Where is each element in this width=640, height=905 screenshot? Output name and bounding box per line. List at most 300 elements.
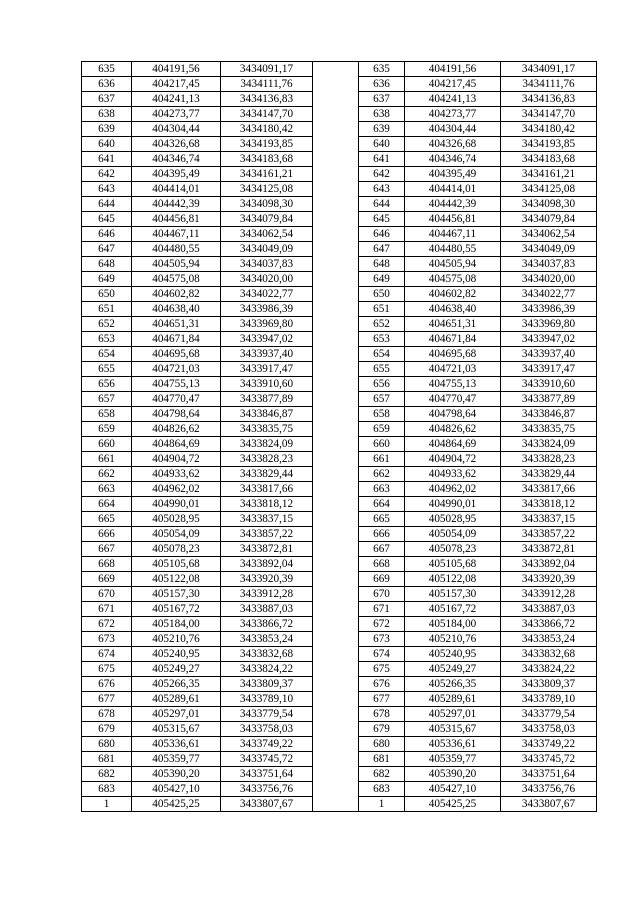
table-row — [82, 782, 597, 797]
right-y-coordinate-cell: 3433853,24 — [501, 632, 597, 647]
right-point-number-cell: 659 — [359, 422, 405, 437]
right-x-coordinate-cell: 404962,02 — [405, 482, 501, 497]
right-x-coordinate-cell: 404467,11 — [405, 227, 501, 242]
right-point-number-cell: 641 — [359, 152, 405, 167]
right-point-number-cell: 680 — [359, 737, 405, 752]
column-gap — [313, 422, 359, 437]
right-point-number-cell: 661 — [359, 452, 405, 467]
column-gap — [313, 122, 359, 137]
right-y-coordinate-cell: 3433892,04 — [501, 557, 597, 572]
table-row — [82, 557, 597, 572]
left-x-coordinate-cell: 404456,81 — [132, 212, 221, 227]
right-x-coordinate-cell: 405105,68 — [405, 557, 501, 572]
left-y-coordinate-cell: 3433829,44 — [221, 467, 313, 482]
right-y-coordinate-cell: 3434125,08 — [501, 182, 597, 197]
table-row — [82, 197, 597, 212]
right-point-number-cell: 646 — [359, 227, 405, 242]
right-x-coordinate-cell: 404638,40 — [405, 302, 501, 317]
left-y-coordinate-cell: 3433818,12 — [221, 497, 313, 512]
right-y-coordinate-cell: 3433837,15 — [501, 512, 597, 527]
right-y-coordinate-cell: 3434022,77 — [501, 287, 597, 302]
column-gap — [313, 272, 359, 287]
left-y-coordinate-cell: 3433887,03 — [221, 602, 313, 617]
column-gap — [313, 407, 359, 422]
left-x-coordinate-cell: 404326,68 — [132, 137, 221, 152]
column-gap — [313, 167, 359, 182]
left-x-coordinate-cell: 404241,13 — [132, 92, 221, 107]
table-row — [82, 422, 597, 437]
table-row — [82, 107, 597, 122]
right-y-coordinate-cell: 3433877,89 — [501, 392, 597, 407]
table-row — [82, 62, 597, 77]
right-point-number-cell: 643 — [359, 182, 405, 197]
left-x-coordinate-cell: 405184,00 — [132, 617, 221, 632]
left-x-coordinate-cell: 404191,56 — [132, 62, 221, 77]
table-row — [82, 242, 597, 257]
right-x-coordinate-cell: 404217,45 — [405, 77, 501, 92]
right-x-coordinate-cell: 404191,56 — [405, 62, 501, 77]
left-point-number-cell: 664 — [82, 497, 132, 512]
right-point-number-cell: 665 — [359, 512, 405, 527]
right-point-number-cell: 679 — [359, 722, 405, 737]
right-y-coordinate-cell: 3434147,70 — [501, 107, 597, 122]
table-row — [82, 767, 597, 782]
left-point-number-cell: 668 — [82, 557, 132, 572]
right-x-coordinate-cell: 404273,77 — [405, 107, 501, 122]
left-x-coordinate-cell: 404651,31 — [132, 317, 221, 332]
right-y-coordinate-cell: 3433910,60 — [501, 377, 597, 392]
right-point-number-cell: 663 — [359, 482, 405, 497]
left-point-number-cell: 642 — [82, 167, 132, 182]
left-x-coordinate-cell: 404962,02 — [132, 482, 221, 497]
table-row — [82, 632, 597, 647]
right-y-coordinate-cell: 3433779,54 — [501, 707, 597, 722]
right-point-number-cell: 675 — [359, 662, 405, 677]
right-y-coordinate-cell: 3433917,47 — [501, 362, 597, 377]
right-y-coordinate-cell: 3434183,68 — [501, 152, 597, 167]
left-y-coordinate-cell: 3433809,37 — [221, 677, 313, 692]
right-y-coordinate-cell: 3433751,64 — [501, 767, 597, 782]
column-gap — [313, 92, 359, 107]
column-gap — [313, 152, 359, 167]
right-y-coordinate-cell: 3434111,76 — [501, 77, 597, 92]
column-gap — [313, 632, 359, 647]
right-y-coordinate-cell: 3434193,85 — [501, 137, 597, 152]
left-point-number-cell: 1 — [82, 797, 132, 812]
right-y-coordinate-cell: 3433824,22 — [501, 662, 597, 677]
right-point-number-cell: 667 — [359, 542, 405, 557]
right-point-number-cell: 666 — [359, 527, 405, 542]
left-x-coordinate-cell: 404770,47 — [132, 392, 221, 407]
left-y-coordinate-cell: 3433789,10 — [221, 692, 313, 707]
left-point-number-cell: 662 — [82, 467, 132, 482]
right-x-coordinate-cell: 405028,95 — [405, 512, 501, 527]
right-x-coordinate-cell: 404575,08 — [405, 272, 501, 287]
left-x-coordinate-cell: 404638,40 — [132, 302, 221, 317]
left-x-coordinate-cell: 404304,44 — [132, 122, 221, 137]
right-point-number-cell: 654 — [359, 347, 405, 362]
left-y-coordinate-cell: 3433837,15 — [221, 512, 313, 527]
right-point-number-cell: 640 — [359, 137, 405, 152]
right-y-coordinate-cell: 3433857,22 — [501, 527, 597, 542]
left-point-number-cell: 657 — [82, 392, 132, 407]
column-gap — [313, 647, 359, 662]
column-gap — [313, 197, 359, 212]
right-point-number-cell: 651 — [359, 302, 405, 317]
table-row — [82, 92, 597, 107]
right-point-number-cell: 647 — [359, 242, 405, 257]
right-x-coordinate-cell: 405297,01 — [405, 707, 501, 722]
left-x-coordinate-cell: 405122,08 — [132, 572, 221, 587]
right-x-coordinate-cell: 405210,76 — [405, 632, 501, 647]
right-x-coordinate-cell: 405315,67 — [405, 722, 501, 737]
table-row — [82, 707, 597, 722]
right-x-coordinate-cell: 404414,01 — [405, 182, 501, 197]
right-y-coordinate-cell: 3434091,17 — [501, 62, 597, 77]
right-x-coordinate-cell: 404651,31 — [405, 317, 501, 332]
column-gap — [313, 392, 359, 407]
left-y-coordinate-cell: 3434125,08 — [221, 182, 313, 197]
left-x-coordinate-cell: 404602,82 — [132, 287, 221, 302]
right-y-coordinate-cell: 3433749,22 — [501, 737, 597, 752]
table-row — [82, 407, 597, 422]
column-gap — [313, 602, 359, 617]
left-y-coordinate-cell: 3433912,28 — [221, 587, 313, 602]
table-row — [82, 572, 597, 587]
column-gap — [313, 452, 359, 467]
left-y-coordinate-cell: 3434079,84 — [221, 212, 313, 227]
left-y-coordinate-cell: 3433807,67 — [221, 797, 313, 812]
right-y-coordinate-cell: 3433832,68 — [501, 647, 597, 662]
right-point-number-cell: 649 — [359, 272, 405, 287]
column-gap — [313, 332, 359, 347]
left-x-coordinate-cell: 405028,95 — [132, 512, 221, 527]
right-point-number-cell: 672 — [359, 617, 405, 632]
left-point-number-cell: 651 — [82, 302, 132, 317]
right-y-coordinate-cell: 3433828,23 — [501, 452, 597, 467]
table-row — [82, 392, 597, 407]
table-row — [82, 152, 597, 167]
column-gap — [313, 107, 359, 122]
left-x-coordinate-cell: 404273,77 — [132, 107, 221, 122]
left-x-coordinate-cell: 404346,74 — [132, 152, 221, 167]
left-y-coordinate-cell: 3434037,83 — [221, 257, 313, 272]
left-y-coordinate-cell: 3433853,24 — [221, 632, 313, 647]
column-gap — [313, 362, 359, 377]
left-y-coordinate-cell: 3434161,21 — [221, 167, 313, 182]
left-point-number-cell: 640 — [82, 137, 132, 152]
left-point-number-cell: 660 — [82, 437, 132, 452]
right-x-coordinate-cell: 404904,72 — [405, 452, 501, 467]
left-x-coordinate-cell: 404442,39 — [132, 197, 221, 212]
left-x-coordinate-cell: 405105,68 — [132, 557, 221, 572]
left-point-number-cell: 666 — [82, 527, 132, 542]
right-y-coordinate-cell: 3433887,03 — [501, 602, 597, 617]
left-y-coordinate-cell: 3433892,04 — [221, 557, 313, 572]
right-y-coordinate-cell: 3433829,44 — [501, 467, 597, 482]
left-x-coordinate-cell: 405054,09 — [132, 527, 221, 542]
left-point-number-cell: 683 — [82, 782, 132, 797]
left-y-coordinate-cell: 3433846,87 — [221, 407, 313, 422]
left-y-coordinate-cell: 3433756,76 — [221, 782, 313, 797]
left-y-coordinate-cell: 3433857,22 — [221, 527, 313, 542]
table-row — [82, 332, 597, 347]
left-y-coordinate-cell: 3433817,66 — [221, 482, 313, 497]
right-x-coordinate-cell: 404990,01 — [405, 497, 501, 512]
left-point-number-cell: 663 — [82, 482, 132, 497]
right-point-number-cell: 637 — [359, 92, 405, 107]
right-point-number-cell: 636 — [359, 77, 405, 92]
left-y-coordinate-cell: 3434091,17 — [221, 62, 313, 77]
left-point-number-cell: 677 — [82, 692, 132, 707]
left-x-coordinate-cell: 404414,01 — [132, 182, 221, 197]
table-row — [82, 662, 597, 677]
right-point-number-cell: 635 — [359, 62, 405, 77]
left-x-coordinate-cell: 404395,49 — [132, 167, 221, 182]
left-x-coordinate-cell: 404798,64 — [132, 407, 221, 422]
left-y-coordinate-cell: 3433866,72 — [221, 617, 313, 632]
left-point-number-cell: 680 — [82, 737, 132, 752]
column-gap — [313, 257, 359, 272]
right-point-number-cell: 674 — [359, 647, 405, 662]
column-gap — [313, 182, 359, 197]
right-x-coordinate-cell: 405184,00 — [405, 617, 501, 632]
right-y-coordinate-cell: 3434020,00 — [501, 272, 597, 287]
right-x-coordinate-cell: 405122,08 — [405, 572, 501, 587]
left-y-coordinate-cell: 3433751,64 — [221, 767, 313, 782]
left-y-coordinate-cell: 3434049,09 — [221, 242, 313, 257]
left-point-number-cell: 639 — [82, 122, 132, 137]
table-row — [82, 317, 597, 332]
column-gap — [313, 767, 359, 782]
column-gap — [313, 782, 359, 797]
right-y-coordinate-cell: 3433758,03 — [501, 722, 597, 737]
left-y-coordinate-cell: 3433917,47 — [221, 362, 313, 377]
left-x-coordinate-cell: 405210,76 — [132, 632, 221, 647]
left-point-number-cell: 647 — [82, 242, 132, 257]
column-gap — [313, 62, 359, 77]
left-point-number-cell: 645 — [82, 212, 132, 227]
right-x-coordinate-cell: 404721,03 — [405, 362, 501, 377]
right-x-coordinate-cell: 404456,81 — [405, 212, 501, 227]
left-point-number-cell: 673 — [82, 632, 132, 647]
left-y-coordinate-cell: 3433835,75 — [221, 422, 313, 437]
right-point-number-cell: 653 — [359, 332, 405, 347]
column-gap — [313, 212, 359, 227]
right-y-coordinate-cell: 3433818,12 — [501, 497, 597, 512]
right-y-coordinate-cell: 3434037,83 — [501, 257, 597, 272]
right-x-coordinate-cell: 405336,61 — [405, 737, 501, 752]
column-gap — [313, 302, 359, 317]
table-row — [82, 587, 597, 602]
right-y-coordinate-cell: 3433817,66 — [501, 482, 597, 497]
left-y-coordinate-cell: 3433832,68 — [221, 647, 313, 662]
left-x-coordinate-cell: 405297,01 — [132, 707, 221, 722]
table-row — [82, 752, 597, 767]
column-gap — [313, 662, 359, 677]
column-gap — [313, 377, 359, 392]
right-y-coordinate-cell: 3434180,42 — [501, 122, 597, 137]
column-gap — [313, 722, 359, 737]
table-row — [82, 542, 597, 557]
right-y-coordinate-cell: 3434062,54 — [501, 227, 597, 242]
left-point-number-cell: 638 — [82, 107, 132, 122]
table-row — [82, 347, 597, 362]
left-y-coordinate-cell: 3433749,22 — [221, 737, 313, 752]
right-point-number-cell: 650 — [359, 287, 405, 302]
left-x-coordinate-cell: 404505,94 — [132, 257, 221, 272]
column-gap — [313, 482, 359, 497]
left-point-number-cell: 678 — [82, 707, 132, 722]
right-point-number-cell: 655 — [359, 362, 405, 377]
left-x-coordinate-cell: 405315,67 — [132, 722, 221, 737]
table-row — [82, 692, 597, 707]
right-point-number-cell: 652 — [359, 317, 405, 332]
table-row — [82, 257, 597, 272]
right-point-number-cell: 683 — [359, 782, 405, 797]
column-gap — [313, 572, 359, 587]
table-row — [82, 617, 597, 632]
left-x-coordinate-cell: 405359,77 — [132, 752, 221, 767]
column-gap — [313, 557, 359, 572]
table-row — [82, 512, 597, 527]
right-point-number-cell: 642 — [359, 167, 405, 182]
right-point-number-cell: 656 — [359, 377, 405, 392]
column-gap — [313, 227, 359, 242]
coordinates-table-body — [82, 62, 597, 812]
right-x-coordinate-cell: 405249,27 — [405, 662, 501, 677]
column-gap — [313, 752, 359, 767]
left-y-coordinate-cell: 3433824,09 — [221, 437, 313, 452]
right-x-coordinate-cell: 404326,68 — [405, 137, 501, 152]
left-point-number-cell: 672 — [82, 617, 132, 632]
right-y-coordinate-cell: 3433756,76 — [501, 782, 597, 797]
table-row — [82, 227, 597, 242]
left-point-number-cell: 653 — [82, 332, 132, 347]
right-y-coordinate-cell: 3433912,28 — [501, 587, 597, 602]
left-point-number-cell: 643 — [82, 182, 132, 197]
left-x-coordinate-cell: 404467,11 — [132, 227, 221, 242]
table-row — [82, 497, 597, 512]
left-point-number-cell: 655 — [82, 362, 132, 377]
left-x-coordinate-cell: 404904,72 — [132, 452, 221, 467]
left-x-coordinate-cell: 404721,03 — [132, 362, 221, 377]
table-row — [82, 272, 597, 287]
right-point-number-cell: 657 — [359, 392, 405, 407]
left-point-number-cell: 676 — [82, 677, 132, 692]
right-x-coordinate-cell: 404480,55 — [405, 242, 501, 257]
column-gap — [313, 467, 359, 482]
right-point-number-cell: 638 — [359, 107, 405, 122]
column-gap — [313, 437, 359, 452]
left-y-coordinate-cell: 3433872,81 — [221, 542, 313, 557]
table-row — [82, 182, 597, 197]
left-x-coordinate-cell: 404864,69 — [132, 437, 221, 452]
table-row — [82, 737, 597, 752]
right-y-coordinate-cell: 3433872,81 — [501, 542, 597, 557]
right-x-coordinate-cell: 404442,39 — [405, 197, 501, 212]
right-x-coordinate-cell: 404864,69 — [405, 437, 501, 452]
left-point-number-cell: 656 — [82, 377, 132, 392]
table-row — [82, 437, 597, 452]
right-x-coordinate-cell: 404395,49 — [405, 167, 501, 182]
right-y-coordinate-cell: 3433920,39 — [501, 572, 597, 587]
right-point-number-cell: 668 — [359, 557, 405, 572]
right-x-coordinate-cell: 405425,25 — [405, 797, 501, 812]
left-y-coordinate-cell: 3433745,72 — [221, 752, 313, 767]
left-x-coordinate-cell: 405390,20 — [132, 767, 221, 782]
left-point-number-cell: 644 — [82, 197, 132, 212]
left-point-number-cell: 670 — [82, 587, 132, 602]
left-x-coordinate-cell: 404671,84 — [132, 332, 221, 347]
right-point-number-cell: 673 — [359, 632, 405, 647]
right-point-number-cell: 660 — [359, 437, 405, 452]
left-y-coordinate-cell: 3433920,39 — [221, 572, 313, 587]
table-row — [82, 482, 597, 497]
left-x-coordinate-cell: 405336,61 — [132, 737, 221, 752]
left-x-coordinate-cell: 405266,35 — [132, 677, 221, 692]
right-y-coordinate-cell: 3433824,09 — [501, 437, 597, 452]
right-x-coordinate-cell: 404798,64 — [405, 407, 501, 422]
left-x-coordinate-cell: 405425,25 — [132, 797, 221, 812]
right-point-number-cell: 644 — [359, 197, 405, 212]
column-gap — [313, 77, 359, 92]
column-gap — [313, 677, 359, 692]
left-point-number-cell: 675 — [82, 662, 132, 677]
left-x-coordinate-cell: 404933,62 — [132, 467, 221, 482]
right-point-number-cell: 681 — [359, 752, 405, 767]
left-y-coordinate-cell: 3433986,39 — [221, 302, 313, 317]
left-point-number-cell: 646 — [82, 227, 132, 242]
column-gap — [313, 317, 359, 332]
right-y-coordinate-cell: 3433846,87 — [501, 407, 597, 422]
left-point-number-cell: 674 — [82, 647, 132, 662]
right-x-coordinate-cell: 404826,62 — [405, 422, 501, 437]
left-point-number-cell: 654 — [82, 347, 132, 362]
left-y-coordinate-cell: 3434193,85 — [221, 137, 313, 152]
column-gap — [313, 542, 359, 557]
table-row — [82, 377, 597, 392]
right-x-coordinate-cell: 405078,23 — [405, 542, 501, 557]
right-point-number-cell: 658 — [359, 407, 405, 422]
right-x-coordinate-cell: 405289,61 — [405, 692, 501, 707]
column-gap — [313, 242, 359, 257]
left-x-coordinate-cell: 405240,95 — [132, 647, 221, 662]
right-y-coordinate-cell: 3434049,09 — [501, 242, 597, 257]
left-y-coordinate-cell: 3433910,60 — [221, 377, 313, 392]
left-y-coordinate-cell: 3433947,02 — [221, 332, 313, 347]
left-y-coordinate-cell: 3434020,00 — [221, 272, 313, 287]
right-x-coordinate-cell: 404933,62 — [405, 467, 501, 482]
right-y-coordinate-cell: 3434136,83 — [501, 92, 597, 107]
right-y-coordinate-cell: 3433866,72 — [501, 617, 597, 632]
column-gap — [313, 512, 359, 527]
left-point-number-cell: 652 — [82, 317, 132, 332]
right-point-number-cell: 671 — [359, 602, 405, 617]
right-y-coordinate-cell: 3434079,84 — [501, 212, 597, 227]
table-row — [82, 797, 597, 812]
left-point-number-cell: 681 — [82, 752, 132, 767]
left-point-number-cell: 635 — [82, 62, 132, 77]
left-y-coordinate-cell: 3434183,68 — [221, 152, 313, 167]
table-row — [82, 122, 597, 137]
right-y-coordinate-cell: 3433807,67 — [501, 797, 597, 812]
left-point-number-cell: 636 — [82, 77, 132, 92]
left-point-number-cell: 671 — [82, 602, 132, 617]
column-gap — [313, 587, 359, 602]
right-point-number-cell: 676 — [359, 677, 405, 692]
table-row — [82, 677, 597, 692]
